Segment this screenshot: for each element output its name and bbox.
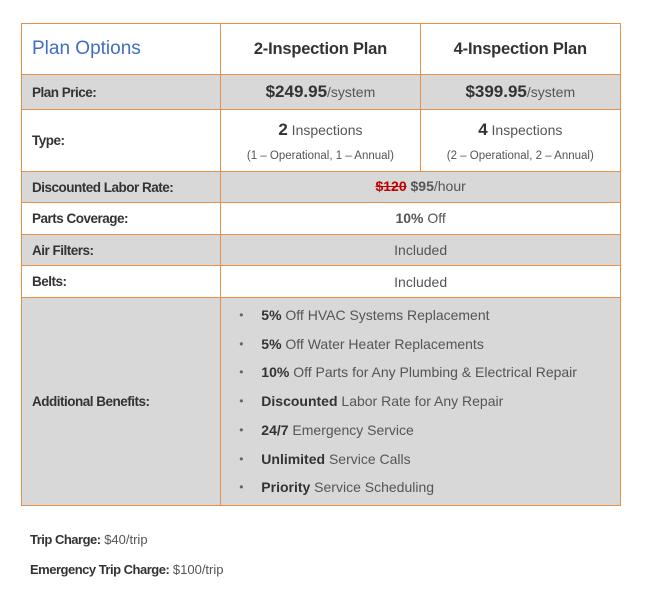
type-row bbox=[22, 110, 621, 172]
price-label: Plan Price: bbox=[22, 75, 221, 110]
parts-row bbox=[22, 203, 621, 235]
price-row bbox=[22, 75, 621, 110]
labor-row bbox=[22, 172, 621, 203]
emergency-trip-charge-label: Emergency Trip Charge: bbox=[30, 562, 170, 577]
parts-value bbox=[221, 203, 621, 235]
plan-options-table bbox=[21, 23, 621, 506]
trip-charge-value: $40/trip bbox=[100, 532, 148, 547]
belts-value: Included bbox=[221, 266, 621, 298]
list-item: • 5% Off Water Heater Replacements bbox=[239, 335, 484, 352]
plan1-header: 2-Inspection Plan bbox=[221, 24, 420, 75]
plan1-type-detail: (1 – Operational, 1 – Annual) bbox=[246, 149, 394, 162]
plan2-type bbox=[420, 110, 620, 172]
benefits-cell bbox=[221, 298, 621, 506]
parts-label: Parts Coverage: bbox=[22, 203, 221, 235]
plan2-type-count: 4 bbox=[478, 119, 488, 139]
parts-value-bold: 10% bbox=[395, 209, 424, 226]
list-item: • Discounted Labor Rate for Any Repair bbox=[239, 393, 504, 410]
plan1-type-word: Inspections bbox=[287, 121, 363, 138]
plan2-price-amount: $399.95 bbox=[465, 82, 527, 101]
labor-old-rate: $120 bbox=[375, 178, 407, 194]
benefits-label: Additional Benefits: bbox=[22, 298, 221, 506]
header-row bbox=[22, 24, 621, 75]
list-item: • Priority Service Scheduling bbox=[239, 479, 435, 496]
plan1-price-amount: $249.95 bbox=[265, 82, 328, 101]
plan1-price bbox=[221, 75, 420, 110]
table-title-cell bbox=[22, 24, 221, 75]
trip-charge bbox=[30, 532, 148, 547]
plan2-price bbox=[420, 75, 620, 110]
plan2-price-unit: /system bbox=[526, 84, 576, 100]
list-item: • 5% Off HVAC Systems Replacement bbox=[239, 307, 490, 324]
filters-value: Included bbox=[221, 235, 621, 266]
labor-value bbox=[221, 172, 621, 203]
plan2-header: 4-Inspection Plan bbox=[420, 24, 620, 75]
belts-row bbox=[22, 266, 621, 298]
list-item: • 24/7 Emergency Service bbox=[239, 421, 414, 438]
parts-value-rest: Off bbox=[423, 209, 446, 226]
plan1-type-count: 2 bbox=[278, 119, 288, 139]
plan1-type bbox=[221, 110, 420, 172]
trip-charge-label: Trip Charge: bbox=[30, 532, 101, 547]
filters-label: Air Filters: bbox=[22, 235, 221, 266]
benefits-row bbox=[22, 298, 621, 506]
labor-unit: /hour bbox=[433, 178, 466, 194]
list-item: • Unlimited Service Calls bbox=[239, 450, 411, 467]
benefits-list bbox=[231, 301, 610, 502]
emergency-trip-charge bbox=[30, 562, 223, 577]
plan2-type-detail: (2 – Operational, 2 – Annual) bbox=[446, 149, 594, 162]
table-title: Plan Options bbox=[32, 38, 141, 59]
list-item: • 10% Off Parts for Any Plumbing & Electrical Repair bbox=[239, 364, 577, 381]
emergency-trip-charge-value: $100/trip bbox=[169, 562, 224, 577]
type-label: Type: bbox=[22, 110, 221, 172]
labor-label: Discounted Labor Rate: bbox=[22, 172, 221, 203]
plan2-type-word: Inspections bbox=[487, 121, 563, 138]
plan1-price-unit: /system bbox=[327, 84, 376, 100]
filters-row bbox=[22, 235, 621, 266]
belts-label: Belts: bbox=[22, 266, 221, 298]
labor-new-rate: $95 bbox=[406, 178, 434, 194]
